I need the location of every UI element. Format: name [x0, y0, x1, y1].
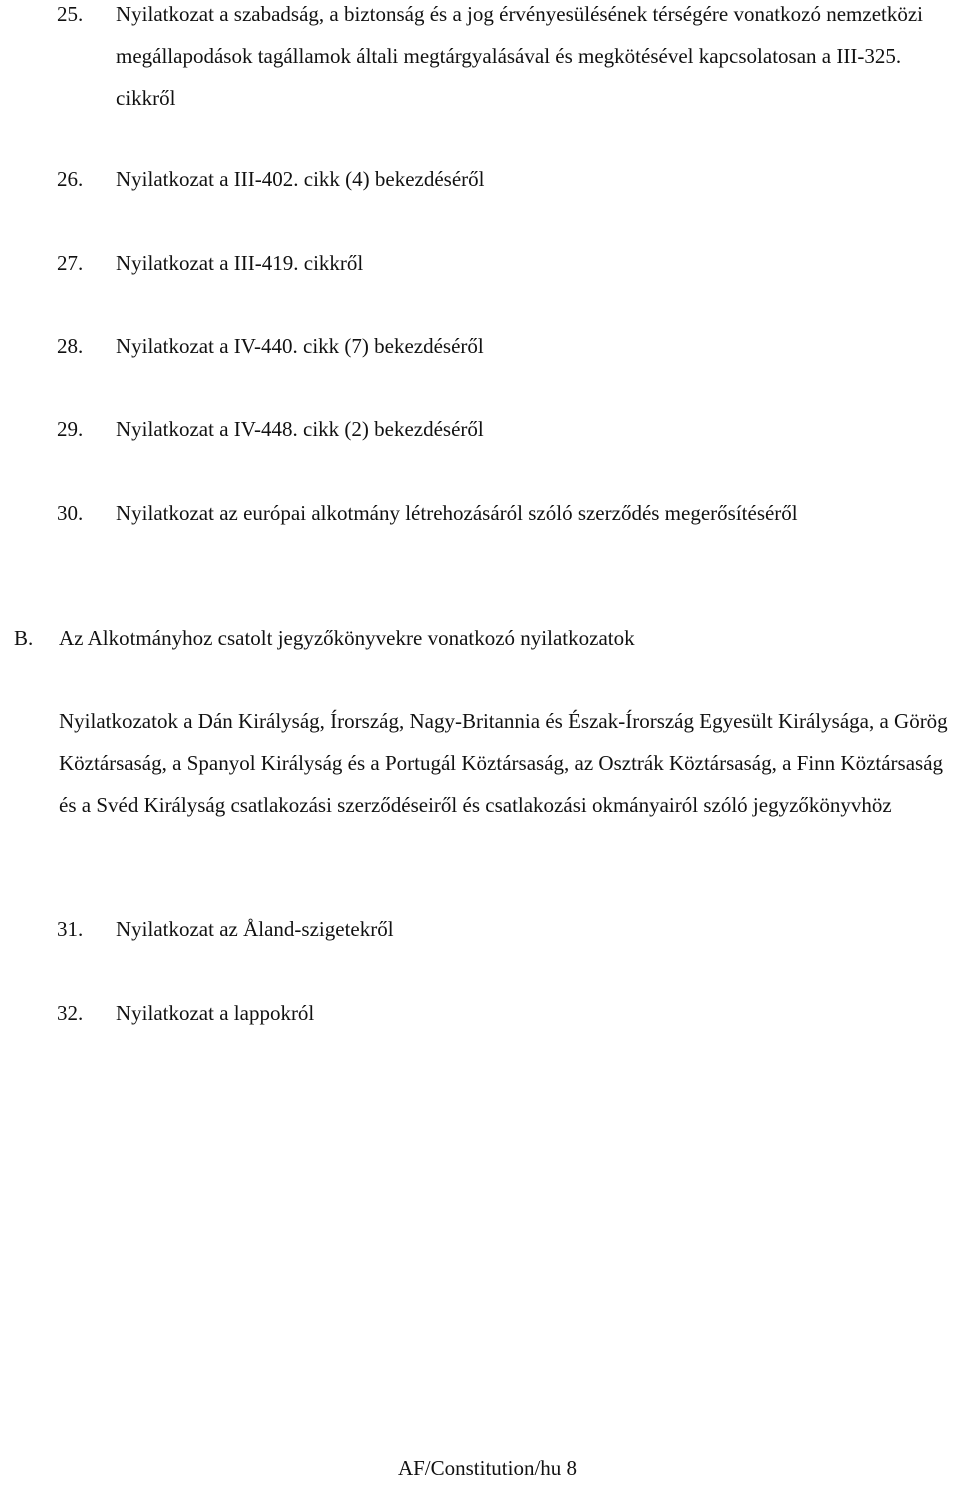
list-item-28: [57, 325, 957, 367]
item-number: 29.: [57, 417, 84, 441]
section-letter: B.: [14, 626, 34, 650]
item-number: 30.: [57, 501, 84, 525]
section-paragraph: Nyilatkozatok a Dán Királyság, Írország, Nagy-Britannia és Észak-Írország Egyesült Királysága, a Görög Köztársaság, a Spanyol Királyság és a Portugál Köztársaság, az Osztrák Köztársaság, a Finn Köztársaság és a Svéd Királyság csatlakozási szerződéseiről és csatlakozási okmányairól szóló jegyzőkönyvhöz: [59, 709, 948, 817]
list-item-25: [57, 0, 957, 119]
item-number: 26.: [57, 167, 84, 191]
section-title: Az Alkotmányhoz csatolt jegyzőkönyvekre vonatkozó nyilatkozatok: [59, 626, 635, 650]
item-number: 28.: [57, 334, 84, 358]
page-footer: AF/Constitution/hu 8: [397, 1456, 578, 1480]
list-item-30: [57, 492, 957, 534]
list-item-29: [57, 408, 957, 450]
item-text: Nyilatkozat az európai alkotmány létrehozásáról szóló szerződés megerősítéséről: [116, 501, 798, 525]
item-number: 27.: [57, 251, 84, 275]
item-number: 32.: [57, 1001, 84, 1025]
item-text: Nyilatkozat a IV-448. cikk (2) bekezdéséről: [116, 417, 484, 441]
item-text: Nyilatkozat a III-402. cikk (4) bekezdéséről: [116, 167, 485, 191]
list-item-27: [57, 242, 957, 284]
section-heading: [14, 617, 954, 659]
item-text: Nyilatkozat az Åland-szigetekről: [116, 917, 394, 941]
item-text: Nyilatkozat a szabadság, a biztonság és a jog érvényesülésének térségére vonatkozó nemzetközi megállapodások tagállamok általi megtárgyalásával és megkötésével kapcsolatosan a III-325. cikkről: [116, 2, 924, 110]
item-text: Nyilatkozat a III-419. cikkről: [116, 251, 364, 275]
item-number: 25.: [57, 2, 84, 26]
item-number: 31.: [57, 917, 84, 941]
list-item-32: [57, 992, 957, 1034]
item-text: Nyilatkozat a IV-440. cikk (7) bekezdéséről: [116, 334, 484, 358]
list-item-26: [57, 158, 957, 200]
item-text: Nyilatkozat a lappokról: [116, 1001, 315, 1025]
list-item-31: [57, 908, 957, 950]
